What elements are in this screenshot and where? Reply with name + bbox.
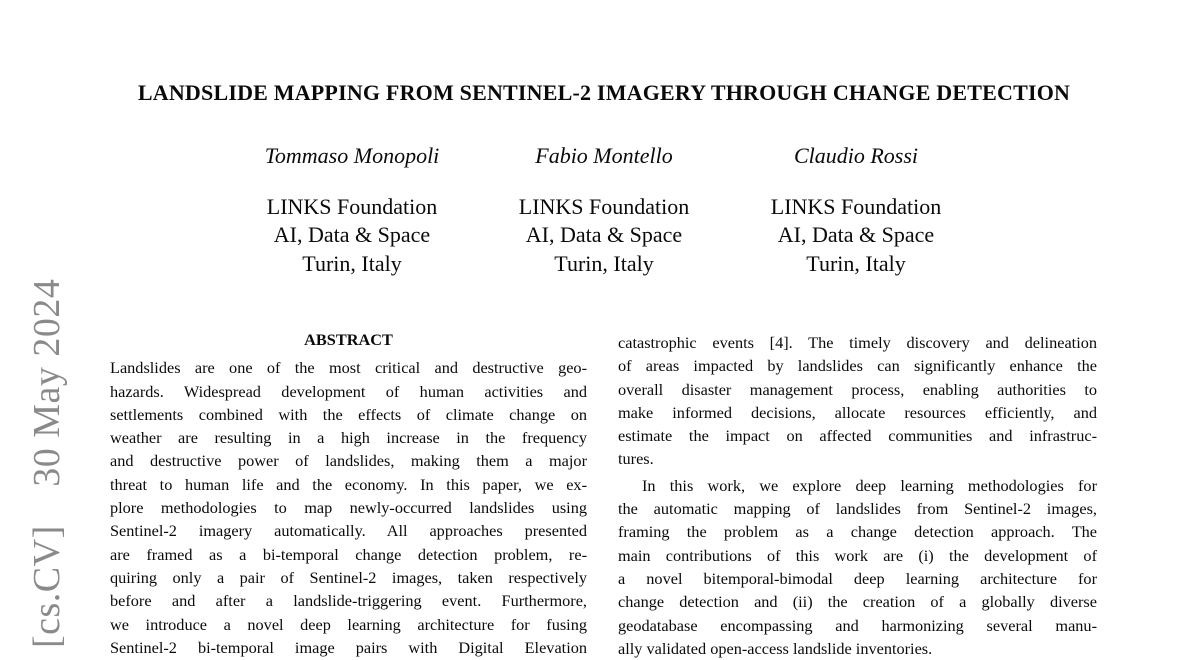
author-affiliation: [730, 193, 982, 278]
body-text-line: estimate the impact on affected communities and infrastruc-: [618, 426, 1097, 446]
affiliation-line: Turin, Italy: [554, 250, 654, 276]
affiliation-line: LINKS Foundation: [518, 194, 690, 219]
author-name: Claudio Rossi: [793, 143, 919, 168]
body-text-line: geodatabase encompassing and harmonizing several manu-: [618, 615, 1097, 635]
abstract-text-line: Sentinel-2 imagery automatically. All approaches presented: [110, 521, 587, 541]
authors-row: [226, 143, 982, 278]
body-text-line: of areas impacted by landslides can significantly enhance the: [618, 356, 1097, 376]
body-text-line: main contributions of this work are (i) the development of: [618, 545, 1097, 565]
abstract-text-line: hazards. Widespread development of human activities and: [110, 381, 587, 401]
affiliation-line: LINKS Foundation: [770, 194, 942, 219]
author-block: [478, 143, 730, 278]
abstract-text-line: we introduce a novel deep learning architecture for fusing: [110, 614, 587, 634]
author-block: [730, 143, 982, 278]
affiliation-line: LINKS Foundation: [266, 194, 438, 219]
abstract-text-line: weather are resulting in a high increase in the frequency: [110, 428, 587, 448]
affiliation-line: Turin, Italy: [806, 250, 906, 276]
body-text-line: overall disaster management process, enabling authorities to: [618, 379, 1097, 399]
body-paragraph: [618, 331, 1097, 471]
column-left: [110, 328, 587, 659]
body-text-line: ally validated open-access landslide inventories.: [618, 638, 933, 658]
abstract-text-line: settlements combined with the effects of climate change on: [110, 404, 587, 424]
abstract-text-line: plore methodologies to map newly-occurred landslides using: [110, 498, 587, 518]
affiliation-line: AI, Data & Space: [777, 222, 935, 248]
abstract-heading: ABSTRACT: [304, 330, 393, 349]
author-affiliation: [478, 193, 730, 278]
body-paragraph: [618, 474, 1097, 660]
body-text-line: change detection and (ii) the creation of a globally diverse: [618, 592, 1097, 612]
affiliation-line: AI, Data & Space: [273, 222, 431, 248]
abstract-body: [110, 356, 587, 659]
author-name: Fabio Montello: [535, 143, 673, 168]
body-text-line: catastrophic events [4]. The timely discovery and delineation: [618, 333, 1097, 352]
body-text-line: the automatic mapping of landslides from Sentinel-2 images,: [618, 499, 1097, 519]
body-text-line: framing the problem as a change detection approach. The: [618, 522, 1097, 542]
column-right: [618, 331, 1097, 660]
body-text-line: make informed decisions, allocate resources efficiently, and: [618, 402, 1097, 422]
abstract-text-line: Landslides are one of the most critical and destructive geo-: [110, 358, 587, 378]
abstract-text-line: before and after a landslide-triggering event. Furthermore,: [110, 591, 587, 611]
affiliation-line: AI, Data & Space: [525, 222, 683, 248]
body-text-line: a novel bitemporal-bimodal deep learning architecture for: [618, 568, 1097, 588]
abstract-text-line: quiring only a pair of Sentinel-2 images, taken respectively: [110, 567, 587, 587]
abstract-text-line: are framed as a bi-temporal change detection problem, re-: [110, 544, 587, 564]
abstract-text-line: Sentinel-2 bi-temporal image pairs with Digital Elevation: [110, 637, 587, 657]
abstract-text-line: threat to human life and the economy. In this paper, we ex-: [110, 474, 587, 494]
affiliation-line: Turin, Italy: [302, 250, 402, 276]
author-block: [226, 143, 478, 278]
author-affiliation: [226, 193, 478, 278]
paper-title: LANDSLIDE MAPPING FROM SENTINEL-2 IMAGERY THROUGH CHANGE DETECTION: [137, 80, 1071, 105]
arxiv-stamp: [cs.CV] 30 May 2024: [26, 278, 68, 648]
body-text-line: tures.: [618, 449, 654, 469]
body-text-line: In this work, we explore deep learning methodologies for: [642, 475, 1097, 495]
author-name: Tommaso Monopoli: [264, 143, 440, 168]
abstract-text-line: and destructive power of landslides, making them a major: [110, 451, 587, 471]
